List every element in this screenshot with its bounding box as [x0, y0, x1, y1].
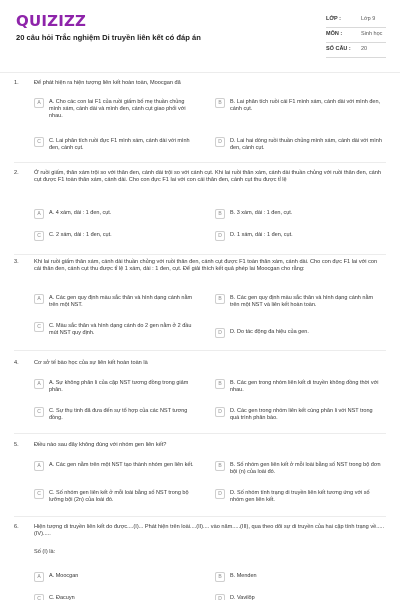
option-letter: A — [34, 572, 44, 582]
option-d[interactable] — [215, 232, 383, 241]
option-text: B. Lai phân tích ruồi cái F1 mình xám, cánh dài với mình đen, cánh cụt. — [230, 99, 381, 113]
option-c[interactable] — [34, 138, 194, 152]
option-d[interactable] — [215, 490, 383, 504]
option-text: C. Sự thụ tinh đã đưa đến sự tổ hợp của các NST tương đồng. — [49, 408, 188, 422]
question-text: Để phát hiện ra hiện tượng liên kết hoàn toàn, Moocgan đã — [34, 80, 181, 86]
meta-count-key: SỐ CÂU : — [326, 46, 351, 52]
option-b[interactable] — [215, 99, 383, 113]
option-d[interactable] — [215, 138, 383, 152]
question-text: Hiện tượng di truyền liên kết do được....(I)... Phát hiện trên loài....(II).... vào năm.....(III), qua theo dõi sự di truyền của hai cặp tính trạng về.....(IV)..... — [34, 524, 385, 538]
question-text: Cơ sở tế bào học của sự liên kết hoàn toàn là — [34, 360, 148, 366]
option-a[interactable] — [34, 210, 194, 219]
option-letter: B — [215, 379, 225, 389]
option-text: C. Đacuyn — [49, 595, 75, 600]
header-divider — [0, 72, 400, 73]
option-text: D. Lai hai dòng ruồi thuần chủng mình xám, cánh dài với mình đen, cánh cụt. — [230, 138, 382, 152]
option-text: A. 4 xám, dài : 1 đen, cụt. — [49, 210, 112, 216]
question-1 — [0, 80, 400, 164]
option-text: B. Các gen quy định màu sắc thân và hình dạng cánh nằm trên một NST và liên kết hoàn toàn. — [230, 295, 374, 309]
option-b[interactable] — [215, 573, 383, 582]
option-d[interactable] — [215, 329, 383, 338]
option-text: C. Màu sắc thân và hình dạng cánh do 2 gen nằm ở 2 đầu mút NST quy định. — [49, 323, 192, 337]
document-title: 20 câu hỏi Trắc nghiệm Di truyền liên kết có đáp án — [16, 33, 201, 42]
option-letter: D — [215, 489, 225, 499]
option-letter: A — [34, 294, 44, 304]
option-b[interactable] — [215, 462, 383, 476]
option-text: B. Menden — [230, 573, 257, 579]
question-number: 3. — [14, 259, 19, 265]
option-letter: D — [215, 328, 225, 338]
question-number: 6. — [14, 524, 19, 530]
option-text: C. Lai phân tích ruồi đực F1 mình xám, cánh dài với mình đen, cánh cụt. — [49, 138, 190, 152]
option-c[interactable] — [34, 595, 194, 600]
option-d[interactable] — [215, 408, 383, 422]
option-text: D. Các gen trong nhóm liên kết cùng phân li với NST trong quá trình phân bào. — [230, 408, 373, 422]
option-letter: C — [34, 594, 44, 600]
question-2 — [0, 170, 400, 258]
meta-subject-value: Sinh học — [361, 31, 383, 37]
meta-count-value: 20 — [361, 46, 368, 52]
option-letter: A — [34, 379, 44, 389]
meta-grade — [326, 14, 386, 28]
question-number: 1. — [14, 80, 19, 86]
option-b[interactable] — [215, 380, 383, 394]
option-letter: A — [34, 98, 44, 108]
question-divider — [14, 162, 386, 163]
option-letter: C — [34, 322, 44, 332]
option-c[interactable] — [34, 490, 194, 504]
option-b[interactable] — [215, 295, 383, 309]
option-letter: C — [34, 231, 44, 241]
meta-subject-key: MÔN : — [326, 31, 343, 37]
option-letter: B — [215, 572, 225, 582]
option-text: D. 1 xám, dài : 1 đen, cụt. — [230, 232, 293, 238]
question-divider — [14, 516, 386, 517]
option-letter: D — [215, 137, 225, 147]
option-c[interactable] — [34, 232, 194, 241]
question-divider — [14, 254, 386, 255]
option-text: A. Cho các con lai F1 của ruồi giấm bố mẹ thuần chủng mình xám, cánh dài và mình đen, cánh cụt giao phối với nhau. — [49, 99, 186, 120]
option-letter: A — [34, 209, 44, 219]
question-subprompt: Số (I) là: — [34, 549, 56, 555]
option-text: C. 2 xám, dài : 1 đen, cụt. — [49, 232, 112, 238]
option-text: B. 3 xám, dài : 1 đen, cụt. — [230, 210, 293, 216]
option-text: A. Các gen nằm trên một NST tạo thành nhóm gen liên kết. — [49, 462, 194, 468]
option-a[interactable] — [34, 462, 194, 471]
option-letter: B — [215, 98, 225, 108]
worksheet-header — [0, 0, 400, 74]
question-divider — [14, 433, 386, 434]
question-divider — [14, 350, 386, 351]
option-c[interactable] — [34, 323, 194, 337]
option-letter: C — [34, 137, 44, 147]
option-c[interactable] — [34, 408, 194, 422]
option-a[interactable] — [34, 573, 194, 582]
option-text: C. Số nhóm gen liên kết ở mỗi loài bằng số NST trong bộ lưỡng bội (2n) của loài đó. — [49, 490, 189, 504]
question-text: Điều nào sau đây không đúng với nhóm gen liên kết? — [34, 442, 167, 448]
meta-subject — [326, 29, 386, 43]
option-letter: B — [215, 461, 225, 471]
question-3 — [0, 259, 400, 353]
meta-count — [326, 44, 386, 58]
option-letter: B — [215, 294, 225, 304]
quizizz-logo[interactable]: QUIZIZZ — [16, 12, 87, 30]
option-letter: B — [215, 209, 225, 219]
option-text: B. Các gen trong nhóm liên kết di truyền không đồng thời với nhau. — [230, 380, 379, 394]
option-text: A. Các gen quy định màu sắc thân và hình dạng cánh nằm trên một NST. — [49, 295, 193, 309]
question-number: 5. — [14, 442, 19, 448]
option-text: D. Vavilôp — [230, 595, 255, 600]
option-text: A. Moocgan — [49, 573, 79, 579]
option-letter: D — [215, 594, 225, 600]
question-6 — [0, 524, 400, 600]
option-a[interactable] — [34, 99, 194, 121]
question-4 — [0, 360, 400, 436]
option-letter: C — [34, 407, 44, 417]
question-5 — [0, 442, 400, 518]
meta-grade-key: LỚP : — [326, 16, 341, 22]
option-letter: A — [34, 461, 44, 471]
option-a[interactable] — [34, 380, 194, 394]
option-text: B. Số nhóm gen liên kết ở mỗi loài bằng số NST trong bộ đơn bội (n) của loài đó. — [230, 462, 381, 476]
option-text: A. Sự không phân li của cặp NST tương đồng trong giảm phân. — [49, 380, 189, 394]
meta-grade-value: Lớp 9 — [361, 16, 376, 22]
option-letter: D — [215, 231, 225, 241]
option-letter: D — [215, 407, 225, 417]
option-d[interactable] — [215, 595, 383, 600]
option-b[interactable] — [215, 210, 383, 219]
option-text: D. Do tác động đa hiệu của gen. — [230, 329, 309, 335]
question-text: Khi lai ruồi giấm thân xám, cánh dài thuần chủng với ruồi thân đen, cánh cụt được F1 toàn thân xám, cánh dài. Cho con đực F1 lai với con cái thân đen, cánh cụt thu được tỉ lệ 1 xám, dài : 1 đen, cụt. Để giải thích kết quả phép lai Moocgan cho rằng: — [34, 259, 378, 273]
question-number: 4. — [14, 360, 19, 366]
option-letter: C — [34, 489, 44, 499]
question-text: Ở ruồi giấm, thân xám trội so với thân đen, cánh dài trội so với cánh cụt. Khi lai ruồi thân xám, cánh dài thuần chủng với ruồi thân đen, cánh cụt được F1 toàn thân xám, cánh dài. Cho con đực F1 lai với con cái thân đen, cánh cụt thu được tỉ lệ — [34, 170, 381, 184]
question-number: 2. — [14, 170, 19, 176]
option-text: D. Số nhóm tính trạng di truyền liên kết tương ứng với số nhóm gen liên kết. — [230, 490, 370, 504]
option-a[interactable] — [34, 295, 194, 309]
